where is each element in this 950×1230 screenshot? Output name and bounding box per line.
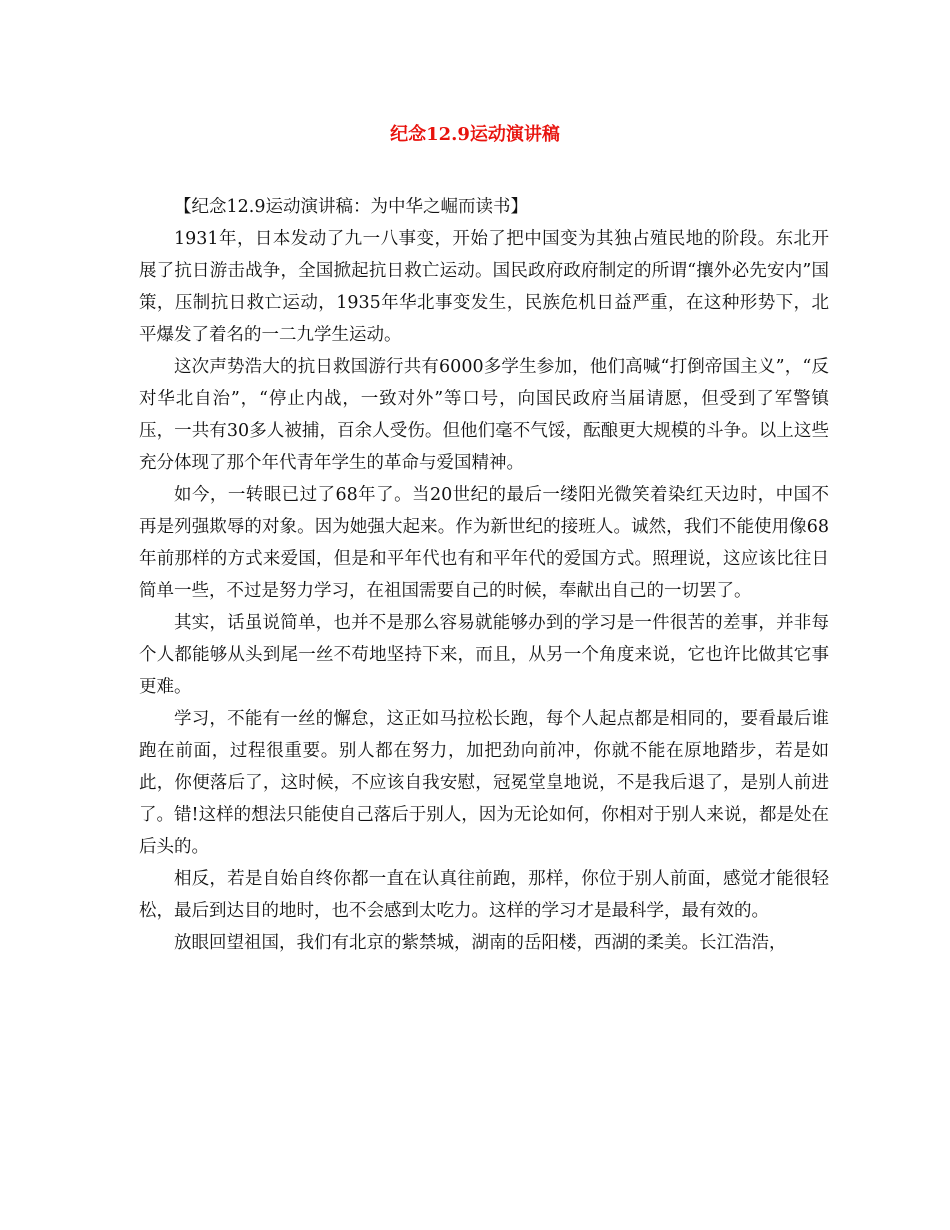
body-paragraph: 1931年，日本发动了九一八事变，开始了把中国变为其独占殖民地的阶段。东北开展了抗日游击战争，全国掀起抗日救亡运动。国民政府政府制定的所谓“攘外必先安内”国策，压制抗日救亡运动，1935年华北事变发生，民族危机日益严重，在这种形势下，北平爆发了着名的一二九学生运动。: [139, 229, 829, 345]
body-paragraph: 这次声势浩大的抗日救国游行共有6000多学生参加，他们高喊“打倒帝国主义”，“反对华北自治”，“停止内战，一致对外”等口号，向国民政府当届请愿，但受到了军警镇压，一共有30多人被捕，百余人受伤。但他们毫不气馁，酝酿更大规模的斗争。以上这些充分体现了那个年代青年学生的革命与爱国精神。: [139, 357, 829, 473]
body-paragraph: 相反，若是自始自终你都一直在认真往前跑，那样，你位于别人前面，感觉才能很轻松，最后到达目的地时，也不会感到太吃力。这样的学习才是最科学，最有效的。: [139, 869, 829, 921]
subtitle-paragraph: 【纪念12.9运动演讲稿：为中华之崛而读书】: [174, 197, 528, 217]
body-paragraph: 如今，一转眼已过了68年了。当20世纪的最后一缕阳光微笑着染红天边时，中国不再是列强欺辱的对象。因为她强大起来。作为新世纪的接班人。诚然，我们不能使用像68年前那样的方式来爱国，但是和平年代也有和平年代的爱国方式。照理说，这应该比往日简单一些，不过是努力学习，在祖国需要自己的时候，奉献出自己的一切罢了。: [139, 485, 829, 601]
body-paragraph: 学习，不能有一丝的懈怠，这正如马拉松长跑，每个人起点都是相同的，要看最后谁跑在前面，过程很重要。别人都在努力，加把劲向前冲，你就不能在原地踏步，若是如此，你便落后了，这时候，不应该自我安慰，冠冕堂皇地说，不是我后退了，是别人前进了。错!这样的想法只能使自己落后于别人，因为无论如何，你相对于别人来说，都是处在后头的。: [139, 709, 829, 857]
body-paragraph: 放眼回望祖国，我们有北京的紫禁城，湖南的岳阳楼，西湖的柔美。长江浩浩，: [174, 933, 787, 953]
document-body: [139, 191, 829, 959]
document-title: 纪念12.9运动演讲稿: [390, 124, 560, 145]
body-paragraph: 其实，话虽说简单，也并不是那么容易就能够办到的学习是一件很苦的差事，并非每个人都能够从头到尾一丝不苟地坚持下来，而且，从另一个角度来说，它也许比做其它事更难。: [139, 613, 829, 697]
